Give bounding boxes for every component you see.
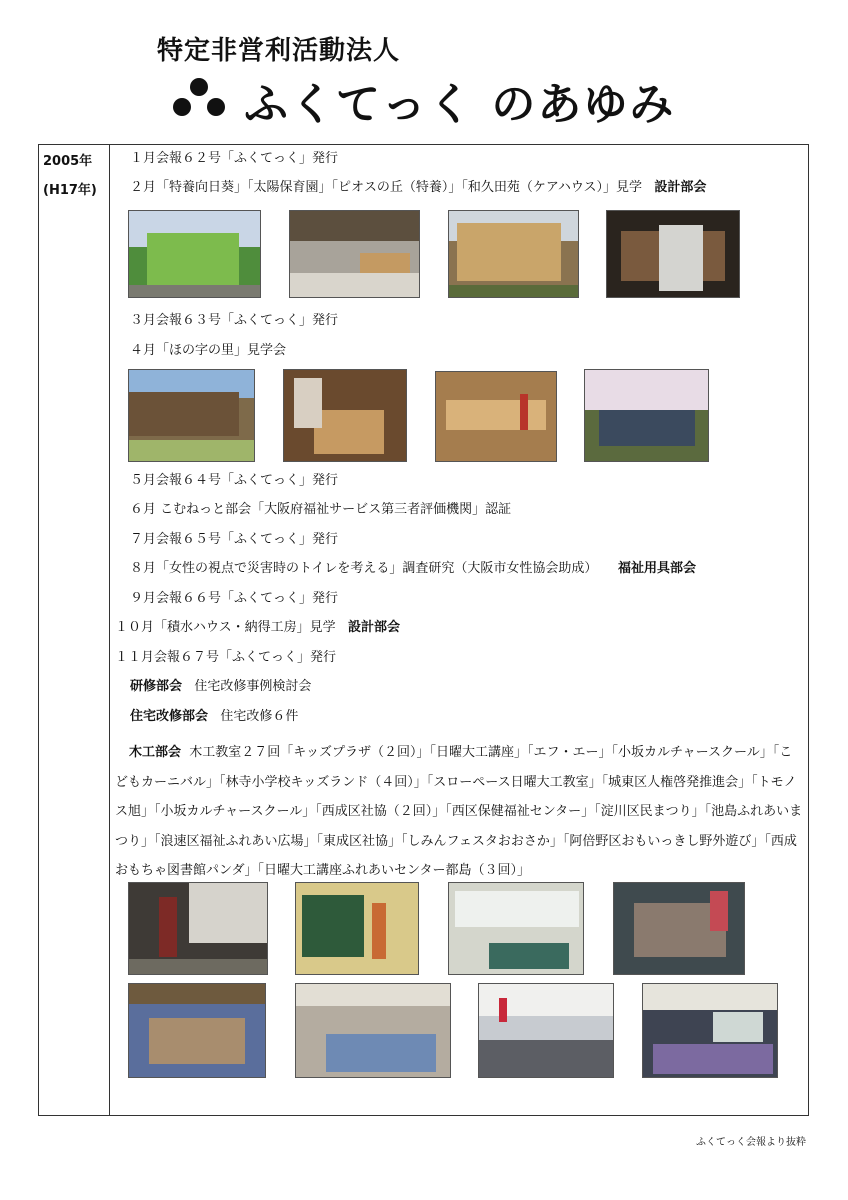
event-jul: ７月会報６５号「ふくてっく」発行 — [130, 532, 339, 547]
three-circles-logo-icon — [172, 77, 226, 117]
design-dept-tag: 設計部会 — [654, 180, 707, 195]
source-credit: ふくてっく会報より抜粋 — [696, 1137, 806, 1148]
welfare-tools-dept-tag: 福祉用具部会 — [618, 561, 697, 576]
renovation-dept-text: 住宅改修６件 — [220, 709, 299, 724]
photo-children-workshop — [613, 882, 745, 975]
photo-bath-lift — [606, 210, 740, 298]
photo-woodwork-outdoor — [128, 882, 268, 975]
event-oct-text: １０月「積水ハウス・納得工房」見学 — [115, 620, 336, 635]
event-aug-text: ８月「女性の視点で災害時のトイレを考える」調査研究（大阪市女性協会助成） — [130, 561, 598, 576]
year-label: 2005年 — [43, 154, 93, 169]
event-oct — [115, 619, 400, 637]
event-jun: ６月 こむねっと部会「大阪府福祉サービス第三者評価機関」認証 — [130, 502, 512, 517]
training-dept-label: 研修部会 — [130, 679, 183, 694]
woodwork-dept-label: 木工部会 — [129, 745, 182, 760]
training-dept-row — [130, 678, 311, 696]
header-subtitle: 特定非営利活動法人 — [157, 36, 401, 66]
photo-tent-festival — [478, 983, 614, 1078]
event-feb — [130, 179, 706, 197]
woodwork-dept-paragraph — [115, 738, 805, 886]
event-nov: １１月会報６７号「ふくてっく」発行 — [115, 650, 337, 665]
woodwork-dept-text: 木工教室２７回「キッズプラザ（２回）」「日曜大工講座」「エフ・エー」「小坂カルチャースクール」「こどもカーニバル」「林寺小学校キッズランド（４回）」「スローペース日曜大工教室」「城東区人権啓発推進会」「トモノス旭」「小坂カルチャースクール」「西成区社協（２回）」「西区保健福祉センター」「淀川区民まつり」「池島ふれあいまつり」「浪速区福祉ふれあい広場」「東成区社協」「しみんフェスタおおさか」「阿倍野区おもいっきし野外遊び」「西成おもちゃ図書館パンダ」「日曜大工講座ふれあいセンター都島（３回）」 — [115, 745, 803, 878]
photo-facility-exterior — [128, 369, 255, 462]
photo-gym-woodwork — [128, 983, 266, 1078]
event-sep: ９月会報６６号「ふくてっく」発行 — [130, 591, 339, 606]
photo-workshop-group — [283, 369, 407, 462]
event-feb-text: ２月「特養向日葵」「太陽保育園」「ピオスの丘（特養）」「和久田苑（ケアハウス）」見学 — [130, 180, 642, 195]
photo-wooden-toys — [435, 371, 557, 462]
training-dept-text: 住宅改修事例検討会 — [194, 679, 312, 694]
photo-hall-crafting — [295, 983, 451, 1078]
photo-lecture-whiteboard — [448, 882, 584, 975]
design-dept-tag-oct: 設計部会 — [348, 620, 401, 635]
photo-care-home-green — [128, 210, 261, 298]
event-may: ５月会報６４号「ふくてっく」発行 — [130, 473, 339, 488]
photo-seminar-room — [642, 983, 778, 1078]
photo-cherry-blossom-picnic — [584, 369, 709, 462]
header-title: ふくてっく のあゆみ — [244, 79, 676, 130]
photo-classroom-blackboard — [295, 882, 419, 975]
photo-apartment-building — [448, 210, 579, 298]
event-aug — [130, 560, 696, 578]
renovation-dept-label: 住宅改修部会 — [130, 709, 209, 724]
event-mar: ３月会報６３号「ふくてっく」発行 — [130, 313, 339, 328]
renovation-dept-row — [130, 708, 298, 726]
event-apr: ４月「ほの字の里」見学会 — [130, 343, 287, 358]
era-label: (H17年) — [43, 183, 97, 198]
column-divider — [109, 144, 110, 1116]
event-jan: １月会報６２号「ふくてっく」発行 — [130, 151, 339, 166]
photo-hall-interior — [289, 210, 420, 298]
